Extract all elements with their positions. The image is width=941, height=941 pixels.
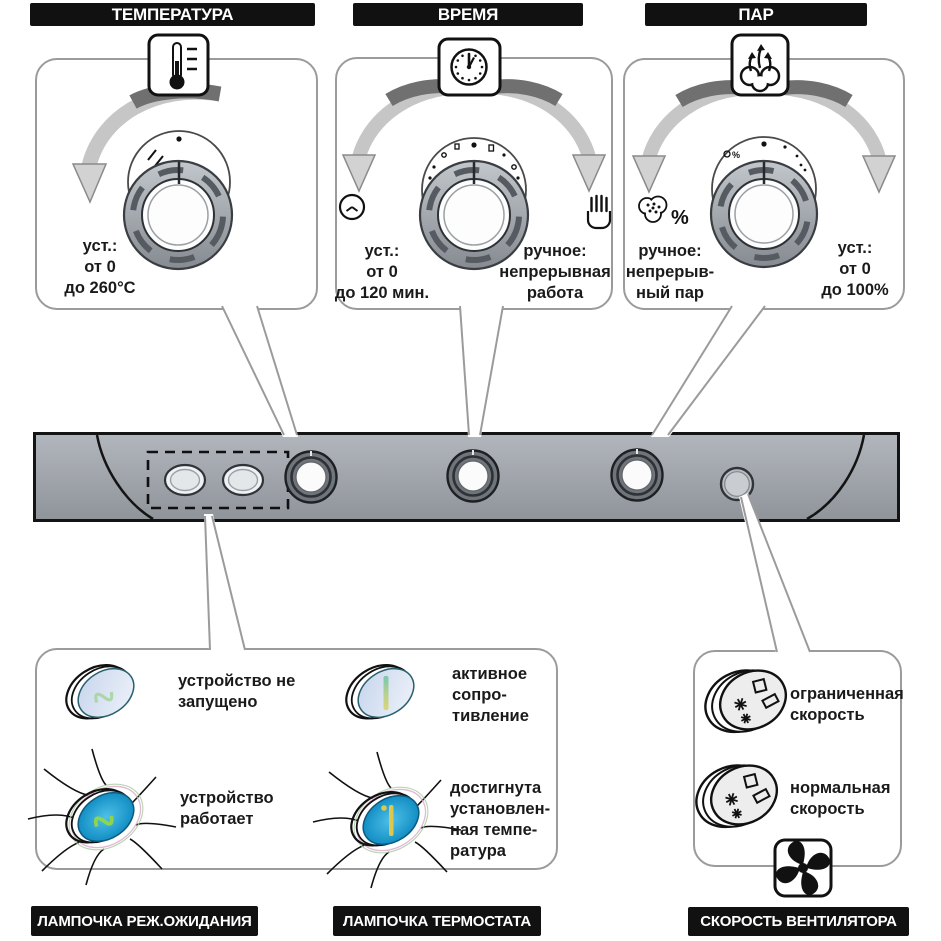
temperature-header-bar	[30, 3, 315, 26]
steam-knob[interactable]	[612, 449, 663, 501]
fan-footer-bar	[688, 907, 909, 936]
thermostat-active-label: активное сопро- тивление	[452, 665, 529, 725]
time-knob[interactable]	[448, 450, 499, 502]
steam-icon	[730, 33, 790, 97]
thermostat-footer-label: ЛАМПОЧКА ТЕРМОСТАТА	[342, 912, 532, 930]
hand-icon	[588, 196, 610, 228]
standby-on-label: устройство работает	[180, 789, 274, 828]
steam-set-range-label: уст.: от 0 до 100%	[821, 239, 889, 299]
fan-icon	[773, 838, 833, 898]
time-manual-label: ручное: непрерывная работа	[499, 242, 611, 302]
thermostat-footer-bar	[333, 906, 541, 936]
time-header-label: ВРЕМЯ	[437, 4, 499, 24]
standby-lamp-on-illustration	[26, 735, 196, 905]
standby-footer-bar	[31, 906, 258, 936]
steam-manual-label: ручное: непрерыв- ный пар	[625, 242, 715, 302]
temperature-range-label: уст.: от 0 до 260°C	[64, 237, 136, 297]
clock-icon	[437, 37, 502, 97]
thermometer-icon	[147, 33, 210, 97]
droplets-percent-icon	[639, 197, 667, 223]
fan-limited-speed-label: ограниченная скорость	[790, 685, 904, 724]
steam-header-bar	[645, 3, 867, 26]
temperature-header-label: ТЕМПЕРАТУРА	[111, 4, 234, 24]
fan-normal-speed-button-illustration	[694, 750, 794, 840]
temperature-knob[interactable]	[286, 451, 337, 503]
standby-indicator-lamp-right	[223, 465, 263, 495]
steam-percent-symbol: %	[671, 207, 689, 229]
standby-footer-label: ЛАМПОЧКА РЕЖ.ОЖИДАНИЯ	[37, 912, 252, 930]
thermostat-reached-label: достигнута установлен- ная темпе- ратура	[450, 779, 551, 860]
standby-lamp-off-illustration	[58, 650, 158, 740]
control-strip	[33, 432, 900, 522]
fan-speed-button[interactable]	[721, 468, 753, 500]
timer-icon	[340, 195, 364, 219]
thermostat-lamp-off-illustration	[338, 650, 438, 740]
standby-indicator-lamp-left	[165, 465, 205, 495]
standby-off-label: устройство не запущено	[178, 672, 296, 711]
fan-footer-label: СКОРОСТЬ ВЕНТИЛЯТОРА	[700, 913, 897, 930]
svg-text:%: %	[732, 150, 741, 160]
time-set-range-label: уст.: от 0 до 120 мин.	[334, 242, 430, 302]
steam-header-label: ПАР	[738, 4, 774, 24]
fan-normal-speed-label: нормальная скорость	[790, 779, 891, 818]
time-header-bar	[353, 3, 583, 26]
fan-limited-speed-button-illustration	[703, 655, 803, 745]
